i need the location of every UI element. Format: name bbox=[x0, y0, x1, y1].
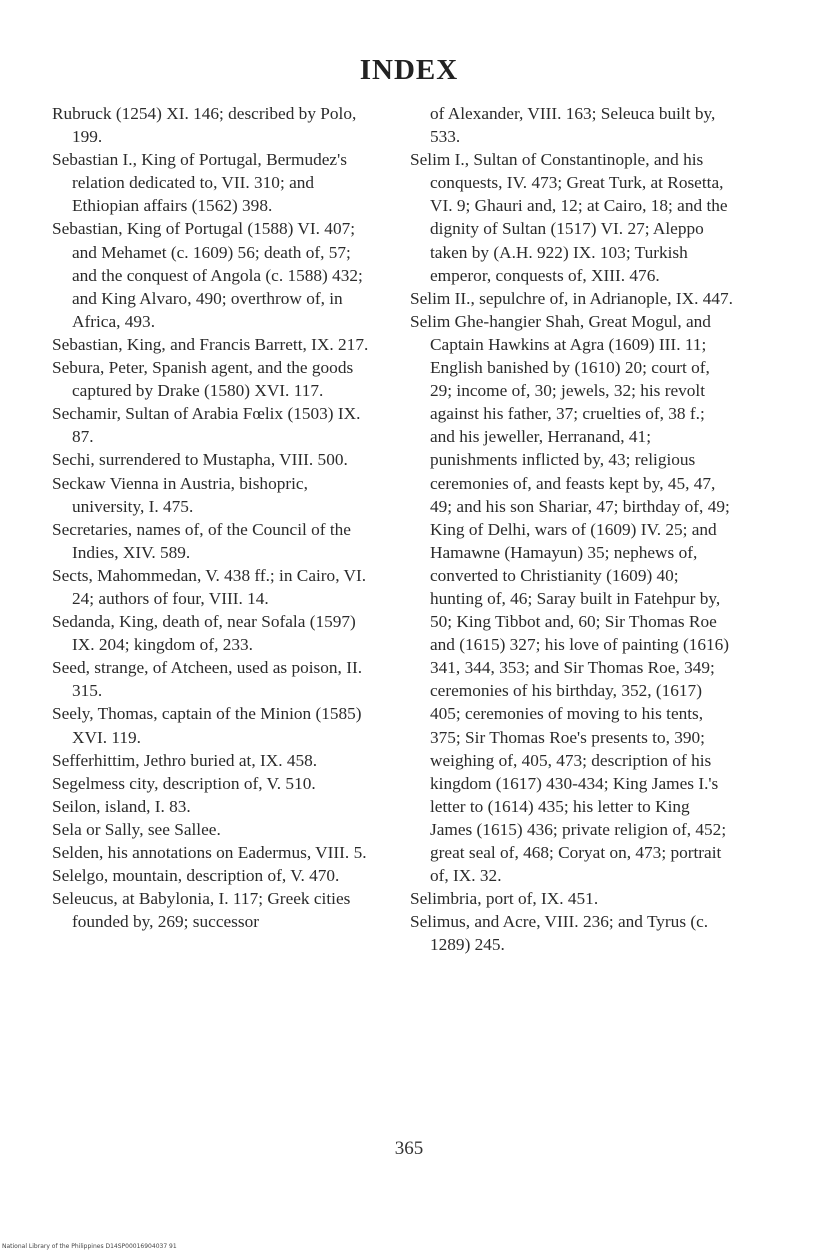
index-entry: Sefferhittim, Jethro buried at, IX. 458. bbox=[52, 750, 318, 770]
index-entry: Sechamir, Sultan of Arabia Fœlix (1503) IX. 87. bbox=[52, 404, 361, 447]
index-entry: Sebastian I., King of Portugal, Bermudez's relation dedicated to, VII. 310; and Ethiopian affairs (1562) 398. bbox=[52, 150, 347, 216]
index-entry: Selim I., Sultan of Constantinople, and his conquests, IV. 473; Great Turk, at Rosetta, VI. 9; Ghauri and, 12; at Cairo, 18; and the dignity of Sultan (1517) VI. 27; Aleppo taken by (A.H. 922) IX. 103; Turkish emperor, conquests of, XIII. 476. bbox=[410, 150, 728, 285]
index-entry: Seed, strange, of Atcheen, used as poison, II. 315. bbox=[52, 658, 363, 701]
index-entry: Segelmess city, description of, V. 510. bbox=[52, 773, 316, 793]
index-entry: Selelgo, mountain, description of, V. 470. bbox=[52, 866, 340, 886]
index-column-right bbox=[410, 102, 734, 956]
index-entry: Selden, his annotations on Eadermus, VIII. 5. bbox=[52, 843, 367, 862]
index-entry: Seely, Thomas, captain of the Minion (1585) XVI. 119. bbox=[52, 704, 362, 747]
index-entry: Sebura, Peter, Spanish agent, and the goods captured by Drake (1580) XVI. 117. bbox=[52, 358, 354, 401]
index-entry: Sebastian, King, and Francis Barrett, IX. 217. bbox=[52, 334, 369, 354]
index-column-left bbox=[52, 102, 376, 933]
index-entry: Sechi, surrendered to Mustapha, VIII. 500. bbox=[52, 450, 348, 470]
index-entry: Sebastian, King of Portugal (1588) VI. 407; and Mehamet (c. 1609) 56; death of, 57; and the conquest of Angola (c. 1588) 432; and King Alvaro, 490; overthrow of, in Africa, 493. bbox=[52, 219, 363, 331]
index-entry: Secretaries, names of, of the Council of the Indies, XIV. 589. bbox=[52, 519, 351, 562]
index-entry: Rubruck (1254) XI. 146; described by Polo, 199. bbox=[52, 104, 357, 147]
index-entry: Sects, Mahommedan, V. 438 ff.; in Cairo, VI. 24; authors of four, VIII. 14. bbox=[52, 565, 367, 608]
index-entry: Seilon, island, I. 83. bbox=[52, 796, 191, 816]
index-entry: Selimus, and Acre, VIII. 236; and Tyrus (c. 1289) 245. bbox=[410, 912, 709, 955]
index-entry: Sedanda, King, death of, near Sofala (1597) IX. 204; kingdom of, 233. bbox=[52, 612, 356, 655]
page-number: 365 bbox=[394, 1138, 424, 1159]
index-entry: Selim II., sepulchre of, in Adrianople, IX. 447. bbox=[410, 288, 733, 308]
index-entry-continued: of Alexander, VIII. 163; Seleuca built by, 533. bbox=[430, 104, 716, 147]
index-entry: Seckaw Vienna in Austria, bishopric, university, I. 475. bbox=[52, 473, 308, 516]
index-entry: Sela or Sally, see Sallee. bbox=[52, 819, 221, 839]
index-entry: Selimbria, port of, IX. 451. bbox=[410, 889, 599, 909]
index-entry: Seleucus, at Babylonia, I. 117; Greek cities founded by, 269; successor bbox=[52, 889, 351, 932]
library-footer-stamp: National Library of the Philippines D14SP00016904037 91 bbox=[2, 1243, 177, 1250]
index-entry: Selim Ghe-hangier Shah, Great Mogul, and Captain Hawkins at Agra (1609) III. 11; English banished by (1610) 20; court of, 29; income of, 30; jewels, 32; his revolt against his father, 37; cruelties of, 38 f.; and his jeweller, Herranand, 41; punishments inflicted by, 43; religious ceremonies of, and feasts kept by, 45, 47, 49; and his son Shariar, 47; birthday of, 49; King of Delhi, wars of (1609) IV. 25; and Hamawne (Hamayun) 35; nephews of, converted to Christianity (1609) 40; hunting of, 46; Saray built in Fatehpur by, 50; King Tibbot and, 60; Sir Thomas Roe and (1615) 327; his love of painting (1616) 341, 344, 353; and Sir Thomas Roe, 349; ceremonies of his birthday, 352, (1617) 405; ceremonies of moving to his tents, 375; Sir Thomas Roe's presents to, 390; weighing of, 405, 473; description of his kingdom (1617) 430-434; King James I.'s letter to (1614) 435; his letter to King James (1615) 436; private religion of, 452; great seal of, 468; Coryat on, 473; portrait of, IX. 32. bbox=[410, 311, 730, 886]
page-title: INDEX bbox=[359, 54, 459, 86]
